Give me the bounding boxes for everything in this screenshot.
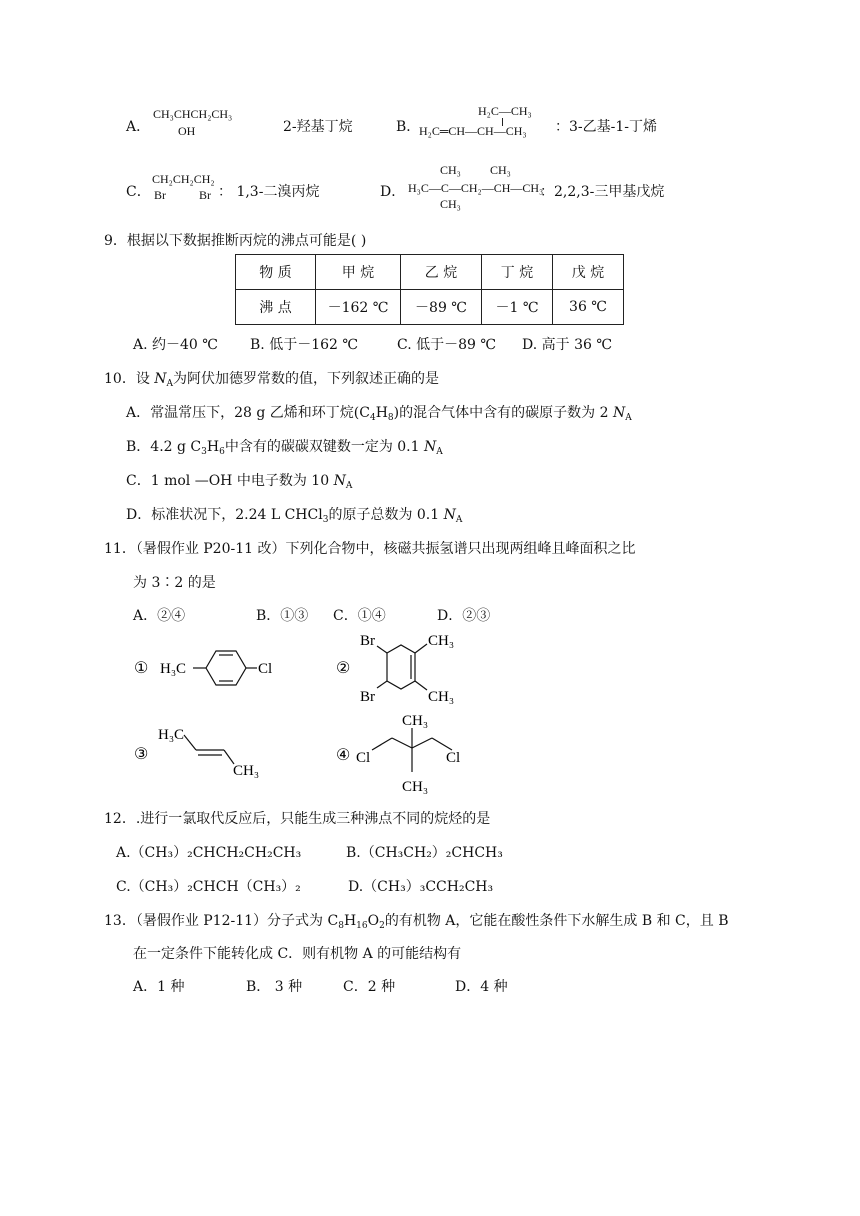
q12-stem: 12．.进行一氯取代反应后，只能生成三种沸点不同的烷烃的是 bbox=[104, 811, 491, 827]
q12-option-c: C.（CH₃）₂CHCH（CH₃）₂ bbox=[116, 879, 301, 895]
q8-c-formula: CH₂CH₂CH₂ bbox=[152, 172, 215, 186]
q12-option-d: D.（CH₃）₃CCH₂CH₃ bbox=[348, 879, 494, 895]
chloro-group: Cl bbox=[356, 750, 371, 766]
table-cell: 沸 点 bbox=[236, 290, 316, 325]
table-cell: 戊 烷 bbox=[553, 255, 624, 290]
q11-stem-line1: 11．（暑假作业 P20-11 改）下列化合物中，核磁共振氢谱只出现两组峰且峰面积之比 bbox=[104, 541, 636, 557]
q11-structure-3 bbox=[130, 720, 270, 780]
q8-b-name: ：3-乙基-1-丁烯 bbox=[555, 119, 658, 135]
methyl-group: CH₃ bbox=[428, 689, 455, 705]
q9-option-a: A. 约－40 ℃ bbox=[133, 337, 218, 353]
table-cell: －162 ℃ bbox=[316, 290, 401, 325]
q12-option-a: A.（CH₃）₂CHCH₂CH₂CH₃ bbox=[116, 845, 302, 861]
chloro-group: Cl bbox=[446, 750, 461, 766]
benzene-ring bbox=[206, 651, 246, 685]
table-cell: －89 ℃ bbox=[401, 290, 482, 325]
table-cell: 物 质 bbox=[236, 255, 316, 290]
q13-option-d: D．4 种 bbox=[455, 979, 508, 995]
q8-c-letter: C． bbox=[126, 184, 151, 200]
q11-option-a: A．②④ bbox=[133, 608, 186, 624]
q8-d-formula: H₃C—C—CH₂—CH—CH₃ bbox=[408, 181, 544, 195]
q8-b-letter: B． bbox=[396, 119, 421, 135]
label-1: ① bbox=[134, 660, 149, 677]
q10-stem: 10．设 $N_A$为阿伏加德罗常数的值，下列叙述正确的是 bbox=[104, 371, 440, 389]
q11-stem-line2: 为 3∶2 的是 bbox=[133, 575, 216, 591]
q8-b-formula: H₂C═CH—CH—CH₃ bbox=[419, 124, 527, 138]
q8-b-formula-top: H₂C—CH₃ bbox=[478, 104, 532, 118]
label-2: ② bbox=[336, 660, 351, 677]
q12-option-b: B.（CH₃CH₂）₂CHCH₃ bbox=[346, 845, 503, 861]
q10-option-a: A．常温常压下，28 g 乙烯和环丁烷$(C_4H_8)$的混合气体中含有的碳原子数为 2 $N_A$ bbox=[126, 405, 632, 423]
q11-structure-1 bbox=[130, 640, 290, 696]
q9-option-b: B. 低于－162 ℃ bbox=[250, 337, 359, 353]
table-cell: 丁 烷 bbox=[482, 255, 553, 290]
methyl-group: H₃C bbox=[160, 661, 187, 677]
table-cell: 36 ℃ bbox=[553, 290, 624, 325]
bromo-group: Br bbox=[360, 633, 375, 649]
label-4: ④ bbox=[336, 747, 351, 764]
label-3: ③ bbox=[134, 746, 149, 763]
q8-a-formula: CH₃CHCH₂CH₃ bbox=[153, 107, 233, 121]
table-cell: 乙 烷 bbox=[401, 255, 482, 290]
table-row bbox=[236, 290, 624, 325]
q8-a-name: 2-羟基丁烷 bbox=[283, 119, 353, 135]
q10-option-c: C．1 mol —OH 中电子数为 10 $N_A$ bbox=[126, 473, 353, 491]
q11-option-c: C．①④ bbox=[333, 608, 386, 624]
bromo-group: Br bbox=[360, 689, 375, 705]
q8-d-me3: CH₃ bbox=[440, 197, 461, 211]
methyl-group: H₃C bbox=[158, 727, 185, 743]
q8-c-br1: Br bbox=[154, 188, 166, 202]
q13-option-c: C．2 种 bbox=[343, 979, 396, 995]
q11-structure-2 bbox=[332, 626, 472, 708]
q13-stem-line2: 在一定条件下能转化成 C．则有机物 A 的可能结构有 bbox=[133, 946, 462, 962]
q8-a-formula-sub: OH bbox=[178, 124, 196, 138]
q11-option-b: B．①③ bbox=[256, 608, 309, 624]
q9-option-d: D. 高于 36 ℃ bbox=[522, 337, 613, 353]
q8-d-me1: CH₃ bbox=[440, 163, 461, 177]
q10-option-b: B．4.2 g $C_3H_6$中含有的碳碳双键数一定为 0.1 $N_A$ bbox=[126, 439, 443, 457]
chloro-group: Cl bbox=[258, 661, 273, 677]
q9-boiling-point-table bbox=[235, 254, 624, 325]
q9-stem: 9．根据以下数据推断丙烷的沸点可能是( ) bbox=[104, 233, 367, 249]
methyl-group: CH₃ bbox=[428, 633, 455, 649]
q9-option-c: C. 低于－89 ℃ bbox=[397, 337, 497, 353]
q10-option-d: D．标准状况下，2.24 L CHCl$_3$的原子总数为 0.1 $N_A$ bbox=[126, 507, 463, 525]
q13-option-b: B． 3 种 bbox=[246, 979, 303, 995]
q8-a-letter: A． bbox=[126, 119, 151, 135]
methyl-group: CH₃ bbox=[402, 779, 429, 795]
q8-d-me2: CH₃ bbox=[490, 163, 511, 177]
q8-c-br2: Br bbox=[199, 188, 211, 202]
table-cell: －1 ℃ bbox=[482, 290, 553, 325]
q13-option-a: A．1 种 bbox=[133, 979, 185, 995]
q11-option-d: D．②③ bbox=[437, 608, 491, 624]
methyl-group: CH₃ bbox=[402, 713, 429, 729]
q8-c-name: ： 1,3-二溴丙烷 bbox=[218, 184, 320, 200]
table-cell: 甲 烷 bbox=[316, 255, 401, 290]
table-row bbox=[236, 255, 624, 290]
q8-d-letter: D． bbox=[380, 184, 406, 200]
methyl-group: CH₃ bbox=[233, 763, 260, 779]
q11-structure-4 bbox=[334, 708, 474, 796]
q13-stem-line1: 13．（暑假作业 P12-11）分子式为 $C_8H_{16}O_2$的有机物 A，它能在酸性条件下水解生成 B 和 C，且 B bbox=[104, 913, 729, 931]
q8-d-name: ：2,2,3-三甲基戊烷 bbox=[540, 184, 665, 200]
